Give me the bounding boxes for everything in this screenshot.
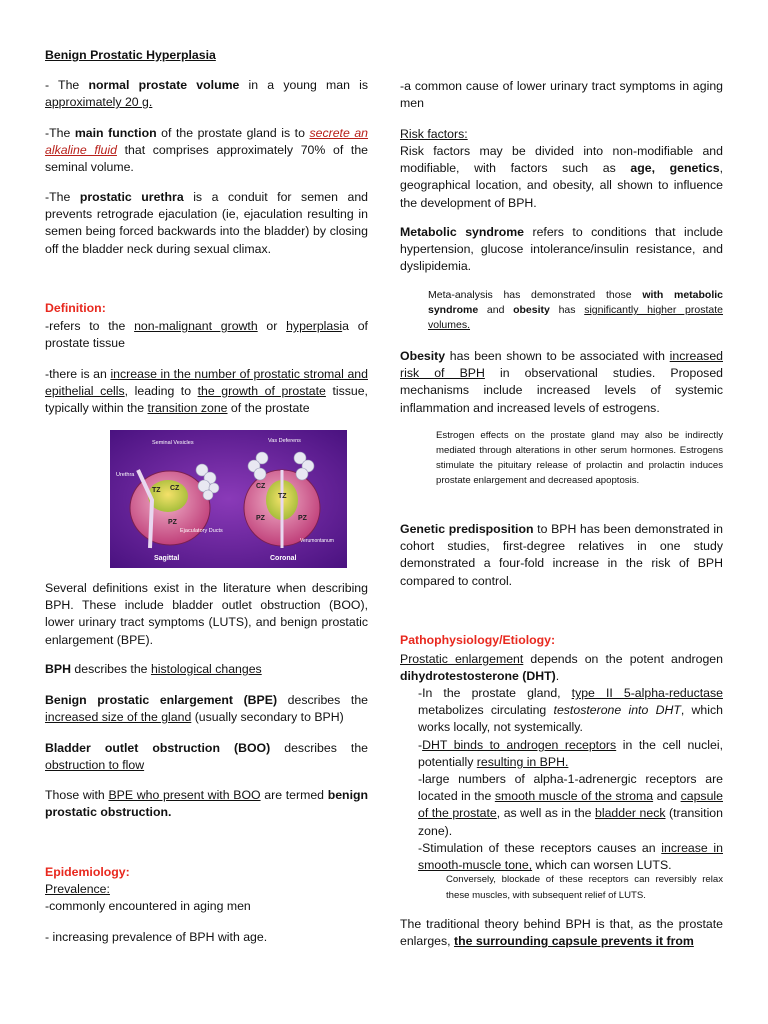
label-tz-coronal: TZ <box>278 493 287 500</box>
prevalence-label: Prevalence: <box>45 882 110 896</box>
label-cz-sagittal: CZ <box>170 485 180 492</box>
label-tz-sagittal: TZ <box>152 487 161 494</box>
label-pz-sagittal: PZ <box>168 519 177 526</box>
label-sagittal: Sagittal <box>154 555 180 562</box>
para-prostatic-urethra: -The prostatic urethra is a conduit for semen and prevents retrograde ejaculation (ie, ejaculation resulting in semen being forced backwards into the bladder) by closing off the bladder neck during sexual climax. <box>45 190 369 256</box>
para-blockade: Conversely, blockade of these receptors can reversibly relax these muscles, with subsequent relief of LUTS. <box>446 874 723 901</box>
para-risk-factors: Risk factors may be divided into non-modifiable and modifiable, with factors such as age, genetics, geographical location, and obesity, all shown to influence the development of BPH. <box>400 144 723 210</box>
label-coronal: Coronal <box>270 555 297 562</box>
para-bpo: Those with BPE who present with BOO are termed benign prostatic obstruction. <box>45 788 369 820</box>
para-prostatic-enlargement: Prostatic enlargement depends on the potent androgen dihydrotestosterone (DHT). <box>400 652 723 684</box>
para-epi-1: -commonly encountered in aging men <box>45 899 251 913</box>
label-cz-coronal: CZ <box>256 483 266 490</box>
para-boo: Bladder outlet obstruction (BOO) describes the obstruction to flow <box>45 741 369 773</box>
pathophysiology-heading: Pathophysiology/Etiology: <box>400 633 556 647</box>
para-alpha-receptors: -large numbers of alpha-1-adrenergic receptors are located in the smooth muscle of the stroma and capsule of the prostate, as well as in the bladder neck (transition zone). <box>418 772 723 838</box>
para-genetic: Genetic predisposition to BPH has been demonstrated in cohort studies, first-degree relatives in one study demonstrated a four-fold increase in the risk of BPH compared to control. <box>400 522 723 588</box>
label-seminal-vesicles: Seminal Vesicles <box>152 440 194 446</box>
label-pz-coronal-left: PZ <box>256 515 265 522</box>
definition-heading: Definition: <box>45 301 106 315</box>
para-bpe: Benign prostatic enlargement (BPE) describes the increased size of the gland (usually secondary to BPH) <box>45 693 368 725</box>
para-metabolic-syndrome: Metabolic syndrome refers to conditions that include hypertension, glucose intolerance/insulin resistance, and dyslipidemia. <box>400 225 723 274</box>
label-ejaculatory-ducts: Ejaculatory Ducts <box>180 528 223 534</box>
para-obesity: Obesity has been shown to be associated with increased risk of BPH in observational studies. Proposed mechanisms include increased levels of systemic inflammation and increased levels of estrogens. <box>400 349 724 415</box>
label-vas-deferens: Vas Deferens <box>268 438 301 444</box>
prostate-anatomy-figure <box>110 430 347 568</box>
document-title: Benign Prostatic Hyperplasia <box>45 48 216 62</box>
para-traditional-theory: The traditional theory behind BPH is that, as the prostate enlarges, the surrounding capsule prevents it from <box>400 917 723 949</box>
para-epi-2: - increasing prevalence of BPH with age. <box>45 930 268 944</box>
para-normal-volume: - The normal prostate volume in a young man is approximately 20 g. <box>45 78 368 110</box>
para-meta-analysis: Meta-analysis has demonstrated those with metabolic syndrome and obesity has significantly higher prostate volumes. <box>428 289 723 331</box>
para-stimulation: -Stimulation of these receptors causes an increase in smooth-muscle tone, which can worsen LUTS. <box>418 841 723 873</box>
para-estrogen: Estrogen effects on the prostate gland may also be indirectly mediated through alterations in other serum hormones. Estrogens stimulate the pituitary release of prolactin and prolactin induces prostate enlargement and decreased apoptosis. <box>436 430 723 486</box>
prostate-diagram <box>110 430 347 568</box>
para-main-function: -The main function of the prostate gland is to secrete an alkaline fluid that comprises approximately 70% of the seminal volume. <box>45 126 369 175</box>
para-definitions: Several definitions exist in the literature when describing BPH. These include bladder outlet obstruction (BOO), lower urinary tract symptoms (LUTS), and benign prostatic enlargement (BPE). <box>45 581 368 647</box>
epidemiology-heading: Epidemiology: <box>45 865 130 879</box>
para-bph: BPH describes the histological changes <box>45 662 262 676</box>
risk-factors-heading: Risk factors: <box>400 127 468 141</box>
label-urethra: Urethra <box>116 472 135 478</box>
label-pz-coronal-right: PZ <box>298 515 307 522</box>
label-verumontanum: Verumontanum <box>300 538 334 544</box>
para-dht-binds: -DHT binds to androgen receptors in the cell nuclei, potentially resulting in BPH. <box>418 738 723 770</box>
para-definition-1: -refers to the non-malignant growth or hyperplasia of prostate tissue <box>45 319 368 351</box>
para-5-alpha-reductase: -In the prostate gland, type II 5-alpha-reductase metabolizes circulating testosterone into DHT, which works locally, not systemically. <box>418 686 723 735</box>
para-common-cause: -a common cause of lower urinary tract symptoms in aging men <box>400 79 723 111</box>
para-definition-2: -there is an increase in the number of prostatic stromal and epithelial cells, leading to the growth of prostate tissue, typically within the transition zone of the prostate <box>45 367 368 416</box>
